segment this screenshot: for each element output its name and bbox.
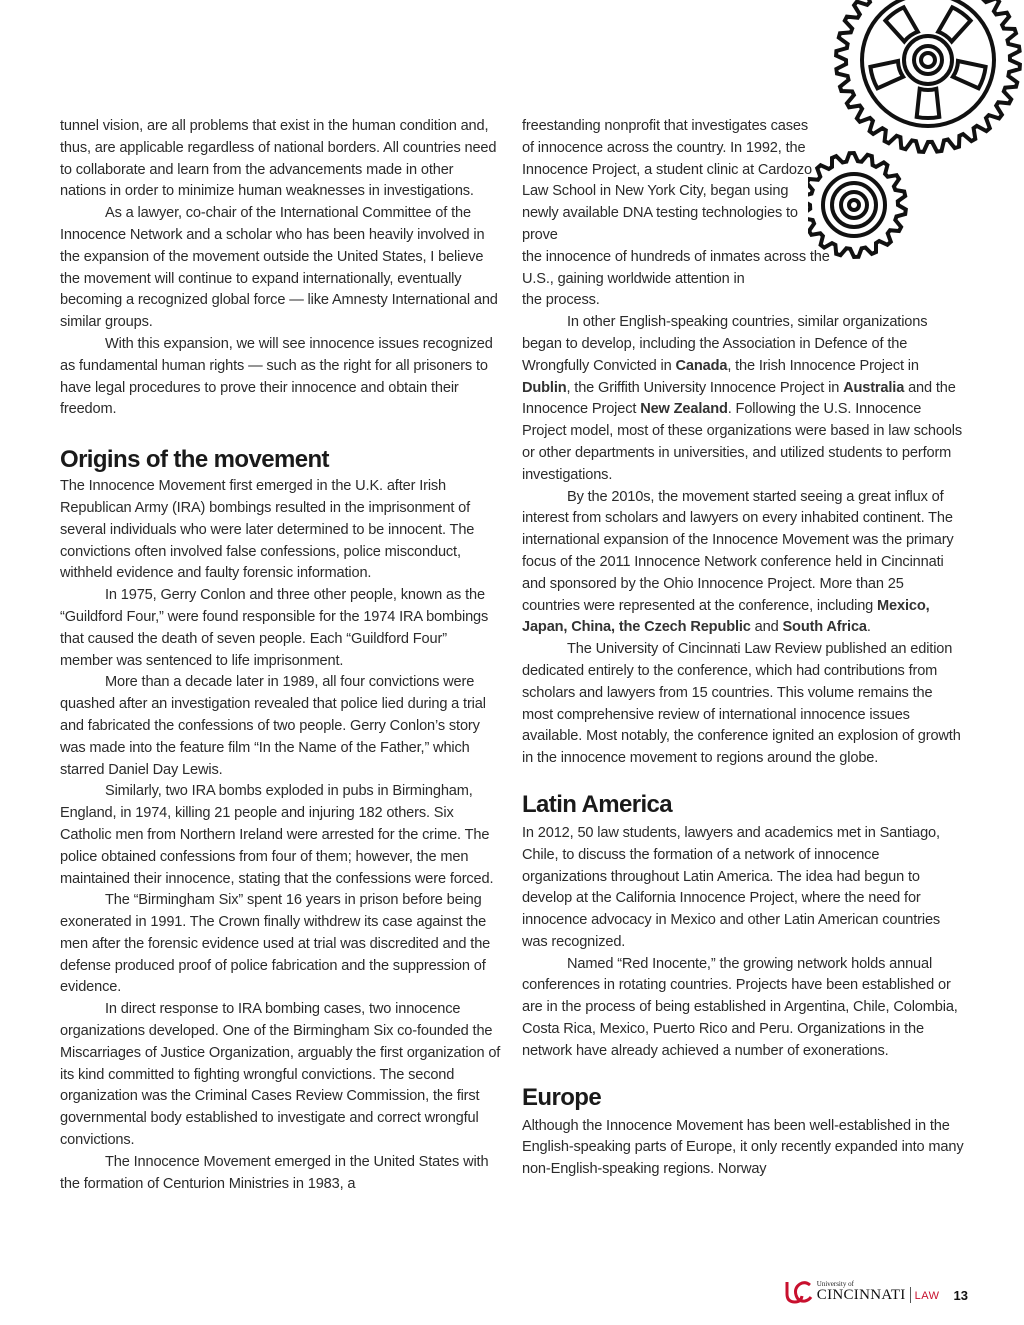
country-names: Mexico, Japan, China, the Czech Republic bbox=[522, 597, 930, 636]
section-heading-origins: Origins of the movement bbox=[60, 446, 329, 474]
paragraph: tunnel vision, are all problems that exist in the human condition and, thus, are applicable regardless of national borders. All countries need to collaborate and learn from the advancements made in other nations in order to minimize human weaknesses in investigations. bbox=[60, 118, 497, 200]
paragraph: the process. bbox=[522, 292, 600, 309]
large-gear-window bbox=[938, 7, 970, 41]
paragraph: As a lawyer, co-chair of the International Committee of the Innocence Network and a scholar who has been heavily involved in the expansion of the movement outside the United States, I believe the movement will continue to expand internationally, eventually becoming a recognized global force — like Amnesty International and similar groups. bbox=[60, 205, 498, 331]
large-gear-center bbox=[921, 53, 935, 67]
paragraph: The Innocence Movement emerged in the United States with the formation of Centurion Ministries in 1983, a bbox=[60, 1153, 489, 1192]
paragraph: By the 2010s, the movement started seeing a great influx of interest from scholars and lawyers on every inhabited continent. The international expansion of the Innocence Movement was the primary focus of the 2011 Innocence Network conference held in Cincinnati and sponsored by the Ohio Innocence Project. More than 25 countries were represented at the conference, including Mexico, Japan, China, the Czech Republic and South Africa. bbox=[522, 488, 954, 636]
paragraph: Similarly, two IRA bombs exploded in pubs in Birmingham, England, in 1974, killing 21 people and injuring 182 others. Six Catholic men from Northern Ireland were arrested for the crime. The police obtained confessions from four of them; however, the men maintained their innocence, stating that the confessions were forced. bbox=[60, 783, 494, 887]
right-column bbox=[522, 116, 964, 1181]
paragraph: In 2012, 50 law students, lawyers and academics met in Santiago, Chile, to discuss the formation of a network of innocence organizations throughout Latin America. The idea had begun to develop at the California Innocence Project, where the need for innocence advocacy in Mexico and other Latin American countries was recognized. bbox=[522, 824, 941, 950]
paragraph: The University of Cincinnati Law Review published an edition dedicated entirely to the conference, which had contributions from scholars and lawyers from 15 countries. This volume remains the most comprehensive review of international innocence issues available. Most notably, the conference ignited an explosion of growth in the innocence movement to regions around the globe. bbox=[522, 641, 961, 767]
section-heading-latin-america: Latin America bbox=[522, 790, 673, 818]
paragraph: Named “Red Inocente,” the growing network holds annual conferences in rotating countries. Projects have been established or are in the process of being established in Argentina, Chile, Colombia, Costa Rica, Mexico, Puerto Rico and Peru. Organizations in the network have already achieved a number of exonerations. bbox=[522, 955, 958, 1059]
country-name: Dublin bbox=[522, 379, 567, 396]
large-gear-window bbox=[953, 61, 986, 88]
country-name: Canada bbox=[675, 357, 728, 374]
uc-logo-icon bbox=[783, 1279, 813, 1305]
paragraph: The “Birmingham Six” spent 16 years in prison before being exonerated in 1991. The Crown finally withdrew its case against the men after the forensic evidence used at trial was discredited and the defense produced proof of police fabrication and the suppression of evidence. bbox=[60, 892, 491, 996]
uc-wordmark bbox=[817, 1281, 906, 1303]
law-label: LAW bbox=[914, 1290, 940, 1302]
paragraph: In 1975, Gerry Conlon and three other people, known as the “Guildford Four,” were found responsible for the 1974 IRA bombings that caused the death of seven people. Each “Guildford Four” member was sentenced to life imprisonment. bbox=[60, 587, 489, 669]
large-gear-window bbox=[870, 61, 903, 88]
section-heading-europe: Europe bbox=[522, 1083, 602, 1111]
large-gear-hub bbox=[904, 36, 952, 84]
paragraph: the innocence of hundreds of inmates across the U.S., gaining worldwide attention in bbox=[522, 248, 830, 287]
university-name: CINCINNATI bbox=[816, 1287, 906, 1303]
paragraph: Although the Innocence Movement has been well-established in the English-speaking parts of Europe, it only recently expanded into many non-English-speaking regions. Norway bbox=[522, 1117, 964, 1178]
university-of-label: University of bbox=[816, 1280, 854, 1288]
page-footer bbox=[783, 1279, 968, 1305]
country-name: New Zealand bbox=[640, 401, 728, 418]
large-gear-axle bbox=[914, 46, 942, 74]
paragraph: More than a decade later in 1989, all four convictions were quashed after an investigation revealed that police lied during a trial and fabricated the confessions of two people. Gerry Conlon’s story was made into the feature film “In the Name of the Father,” which starred Daniel Day Lewis. bbox=[60, 674, 486, 778]
country-name: Australia bbox=[843, 379, 905, 396]
country-name: South Africa bbox=[782, 619, 867, 636]
left-column bbox=[60, 116, 502, 1195]
paragraph: With this expansion, we will see innocence issues recognized as fundamental human rights — such as the right for all prisoners to have legal procedures to prove their innocence and obtain their freedom. bbox=[60, 335, 493, 418]
divider bbox=[910, 1287, 911, 1303]
large-gear-window bbox=[885, 7, 917, 41]
large-gear-window bbox=[917, 89, 940, 118]
paragraph: The Innocence Movement first emerged in the U.K. after Irish Republican Army (IRA) bombings resulted in the imprisonment of several individuals who were later determined to be innocent. The convictions often involved false confessions, police misconduct, withheld evidence and faulty forensic information. bbox=[60, 478, 475, 582]
paragraph: In other English-speaking countries, similar organizations began to develop, including the Association in Defence of the Wrongfully Convicted in Canada, the Irish Innocence Project in Dublin, the Griffith University Innocence Project in Australia and the Innocence Project New Zealand. Following the U.S. Innocence Project model, most of these organizations were based in law schools or other departments in universities, and utilized students to perform investigations. bbox=[522, 314, 963, 483]
page-number: 13 bbox=[953, 1287, 968, 1303]
paragraph: freestanding nonprofit that investigates cases of innocence across the country. In 1992, the Innocence Project, a student clinic at Cardozo Law School in New York City, began using newly available DNA testing technologies to prove bbox=[522, 118, 813, 243]
paragraph: In direct response to IRA bombing cases, two innocence organizations developed. One of the Birmingham Six co-founded the Miscarriages of Justice Organization, arguably the first organization of its kind committed to fighting wrongful convictions. The second organization was the Criminal Cases Review Commission, the first governmental body established to investigate and correct wrongful convictions. bbox=[60, 1001, 501, 1149]
